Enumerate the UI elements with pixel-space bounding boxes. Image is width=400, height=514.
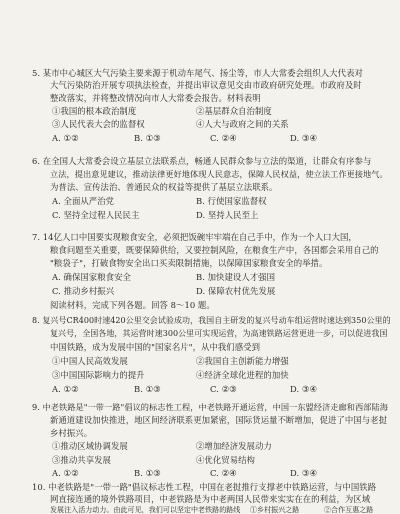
q10-line-2: 网直接连通的境外铁路项目，中老铁路是为中老两国人民带来实实在在的利益，为区域 <box>50 494 371 504</box>
q8-option-1: ①中国人民高效发展 <box>52 356 128 366</box>
q9-choice-b: B. ①③ <box>134 468 161 478</box>
q6-line-2: 立法，提出意见建议，推动法律更好地体现人民意志，保障人民权益，使立法工作更接地气。 <box>50 169 388 179</box>
q5-option-3: ③人民代表大会的监督权 <box>52 119 145 129</box>
section-intro: 阅读材料，完成下列各题。回答 8～10 题。 <box>50 300 215 310</box>
q5-option-4: ④人大与政府之间的关系 <box>196 119 289 129</box>
q5-line-3: 整改落实，并将整改情况向市人大常委会报告。材料表明 <box>50 93 261 103</box>
q5-line-2: 大气污染防治开展专项执法检查，并提出审议意见交由市政府研究处理。市政府及时 <box>50 80 362 90</box>
q8-choice-a: A. ①② <box>52 384 79 394</box>
q5-option-1: ①我国的根本政治制度 <box>52 106 137 116</box>
q6-line-1: 6. 在全国人大常委会设立基层立法联系点，畅通人民群众参与立法的渠道，让群众有序参与 <box>32 156 372 166</box>
q6-option-b: B. 行使国家监督权 <box>196 196 267 206</box>
q9-choice-c: C. ②④ <box>210 468 237 478</box>
q8-option-4: ④经济全球化进程的加快 <box>196 370 289 380</box>
q9-option-1: ①推动区域协调发展 <box>52 441 128 451</box>
q8-line-1: 8. 复兴号CR400时速420公里交会试验成功，我国自主研发的复兴号动车组运营时速达到350公里的 <box>32 316 391 325</box>
q6-option-a: A. 全面从严治党 <box>52 196 115 206</box>
q10-option-2: ②合作互惠之路 <box>324 506 374 514</box>
q5-choice-a: A. ①② <box>52 133 79 143</box>
q5-choice-d: D. ③④ <box>290 133 318 143</box>
q8-option-3: ③中国国际影响力的提升 <box>52 370 145 380</box>
q6-option-c: C. 坚持全过程人民民主 <box>52 210 140 220</box>
q7-line-1: 7. 14亿人口中国要实现粮食安全，必须把饭碗牢牢端在自己手中，作为一个人口大国， <box>32 232 357 242</box>
q10-option-1: ①乡村振兴之路 <box>250 506 300 514</box>
q7-option-d: D. 保障农村优先发展 <box>196 286 276 296</box>
q9-choice-d: D. ③④ <box>290 468 318 478</box>
q7-option-b: B. 加快建设人才强国 <box>196 272 276 282</box>
q6-option-d: D. 坚持人民至上 <box>196 210 259 220</box>
q10-line-1: 10. 中老铁路是"一带一路"倡议标志性工程，中国在老挝推行支撑老中铁路运营，与中国铁路 <box>32 482 377 492</box>
q9-line-2: 新通道建设加快推进，地区间经济联系更加紧密，国际货运量不断增加，促进了中国与老挝 <box>50 415 387 425</box>
q8-line-3: 中国铁路，成为发展中国的"国家名片"，从中我们感受到 <box>50 342 261 352</box>
q7-option-a: A. 确保国家粮食安全 <box>52 272 131 282</box>
q7-line-2: 粮食问题至关重要，既要保障供给，又要控制风险，在粮食生产中，各国都会采用自己的 <box>50 245 379 255</box>
q6-line-3: 为普法、宣传法治、普通民众的权益等提供了基层立法联系。 <box>50 182 278 192</box>
q8-choice-b: B. ①③ <box>134 384 161 394</box>
q10-line-3: 发展注入活力动力。由此可见，我们可以坚定中老铁路的路线 <box>50 506 241 514</box>
q8-choice-c: C. ②③ <box>210 384 237 394</box>
q5-choice-b: B. ①③ <box>134 133 161 143</box>
q9-option-2: ②增加经济发展动力 <box>196 441 272 451</box>
q7-option-c: C. 推动乡村振兴 <box>52 286 115 296</box>
q9-line-1: 9. 中老铁路是"一带一路"倡议的标志性工程，中老铁路开通运营，中国一东盟经济走廊和西部陆海 <box>32 402 388 412</box>
q8-line-2: 复兴号，全国各地，其运营时速300公里可实现运营，为高速铁路运营更进一步，可以促进我国 <box>50 329 388 338</box>
q8-choice-d: D. ③④ <box>290 384 318 394</box>
q9-option-3: ③推动共享发展 <box>52 455 111 465</box>
q8-option-2: ②我国自主创新能力增强 <box>196 356 289 366</box>
q5-choice-c: C. ②④ <box>210 133 237 143</box>
q5-option-2: ②基层群众自治制度 <box>196 106 272 116</box>
q9-line-3: 乡村振兴。 <box>50 428 93 438</box>
q9-option-4: ④优化贸易结构 <box>196 455 255 465</box>
q9-choice-a: A. ①② <box>52 468 79 478</box>
q7-line-3: "粮袋子"，打破食物安全出口买卖限制措施，以保障国家粮食安全的举措。 <box>50 258 328 268</box>
q5-line-1: 5. 某市中心城区大气污染主要来源于机动车尾气、扬尘等，市人大常委会组织人大代表对 <box>32 68 363 78</box>
